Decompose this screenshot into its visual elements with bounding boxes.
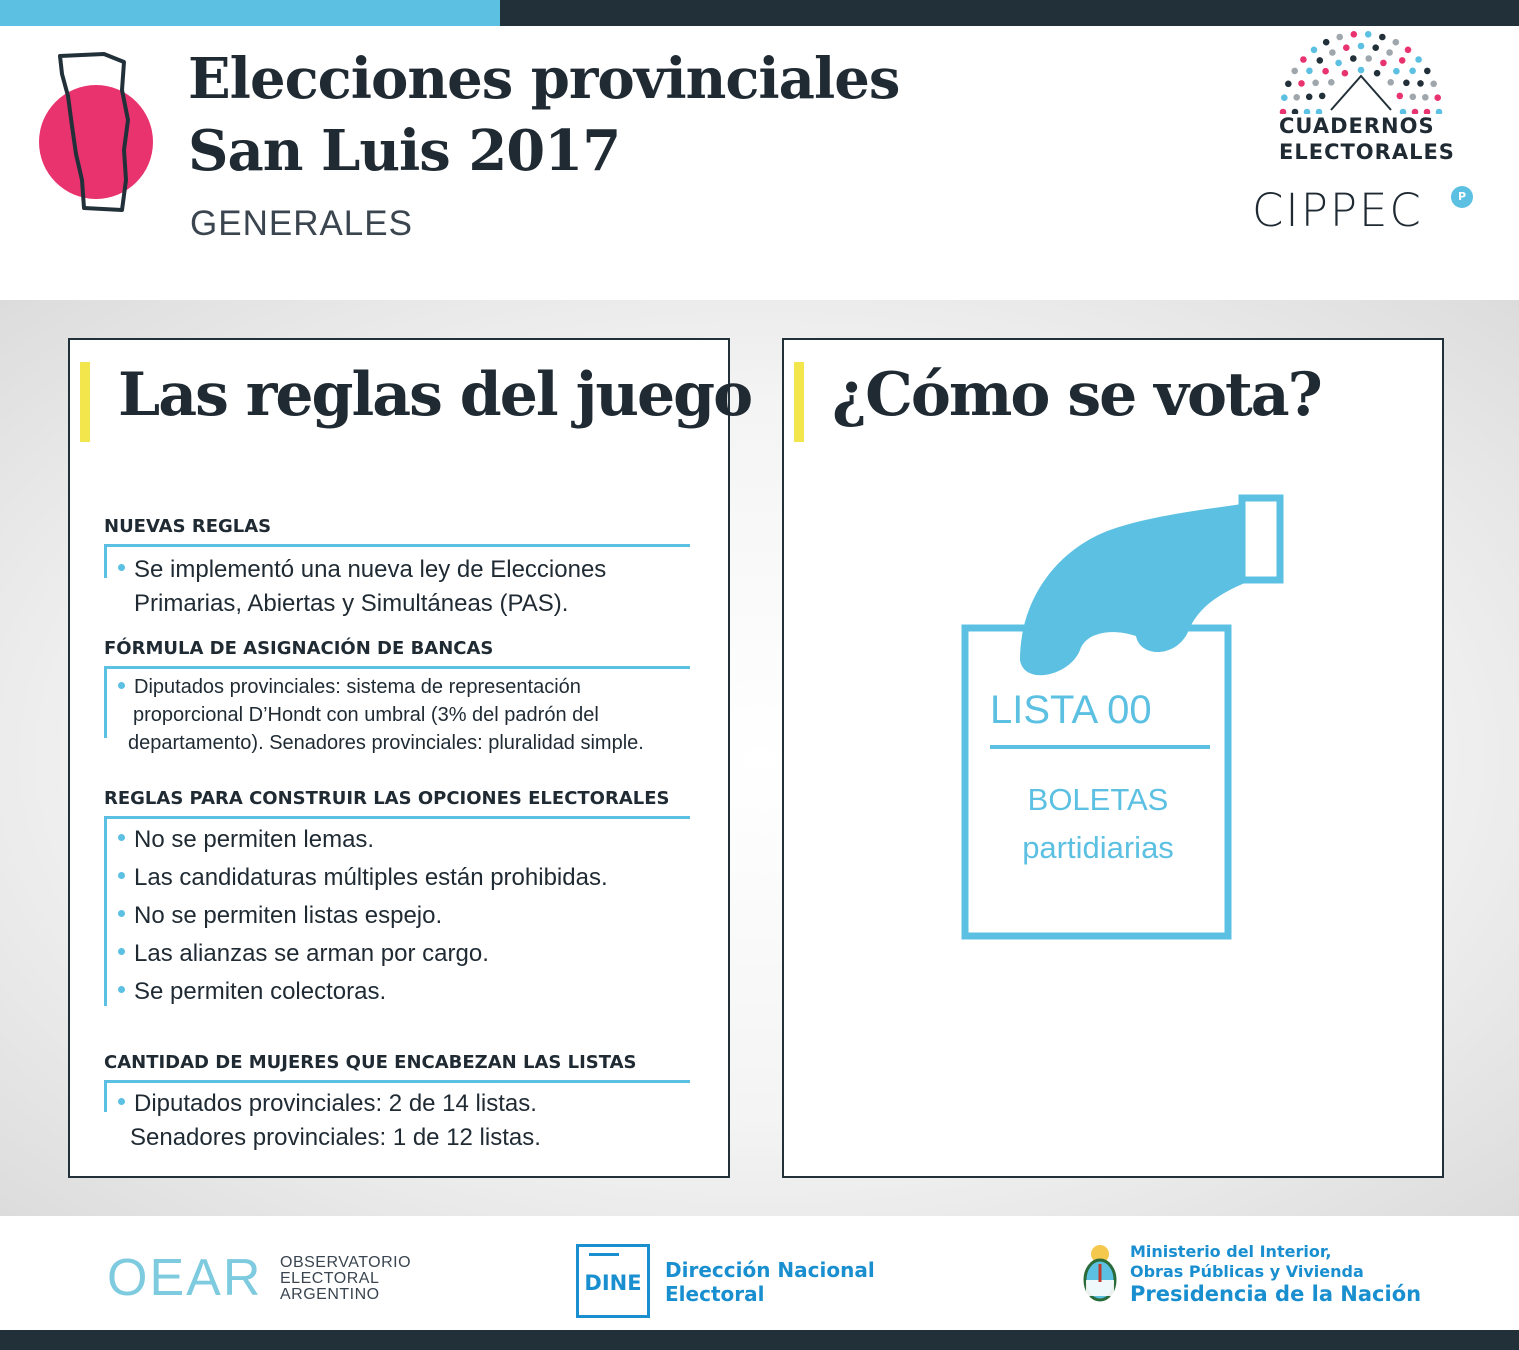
section-rule xyxy=(104,666,690,669)
section-nuevas-reglas xyxy=(104,516,714,617)
bullet-icon xyxy=(118,872,125,879)
oear-line1: OBSERVATORIO xyxy=(280,1254,412,1271)
section-vline xyxy=(104,816,107,1006)
parliament-seats-icon xyxy=(1276,24,1446,114)
national-shield-icon xyxy=(1080,1242,1120,1306)
list-item: Las candidaturas múltiples están prohibidas. xyxy=(134,864,608,891)
bullet-icon xyxy=(118,948,125,955)
section-vline xyxy=(104,666,107,738)
list-item: Se permiten colectoras. xyxy=(134,978,387,1005)
section-rule xyxy=(104,544,690,547)
dine-bar xyxy=(589,1253,619,1256)
title-accent xyxy=(794,362,804,442)
page-title-line2: San Luis 2017 xyxy=(188,118,621,184)
dine-logo xyxy=(576,1244,650,1318)
list-item: No se permiten lemas. xyxy=(134,826,375,853)
oear-line2: ELECTORAL xyxy=(280,1270,380,1287)
list-item: proporcional D’Hondt con umbral (3% del padrón del xyxy=(133,704,599,726)
bullet-icon xyxy=(118,834,125,841)
list-item: departamento). Senadores provinciales: pluralidad simple. xyxy=(128,732,644,754)
rules-title: Las reglas del juego xyxy=(118,360,752,430)
list-item: Se implementó una nueva ley de Elecciones xyxy=(134,556,607,583)
section-rule xyxy=(104,816,690,819)
rules-panel xyxy=(68,338,752,1178)
page-title-line1: Elecciones provinciales xyxy=(188,46,900,112)
section-vline xyxy=(104,1080,107,1112)
bullet-icon xyxy=(118,682,125,689)
section-heading: NUEVAS REGLAS xyxy=(104,516,272,537)
bullet-icon xyxy=(118,986,125,993)
bullet-icon xyxy=(118,564,125,571)
dine-mark: DINE xyxy=(584,1271,642,1295)
section-heading: CANTIDAD DE MUJERES QUE ENCABEZAN LAS LISTAS xyxy=(104,1052,637,1073)
list-item: Senadores provinciales: 1 de 12 listas. xyxy=(130,1124,541,1151)
cippec-badge: P xyxy=(1451,186,1473,208)
section-opciones xyxy=(104,788,714,1008)
dne-line1: Dirección Nacional xyxy=(665,1258,875,1282)
bullet-icon xyxy=(118,1098,125,1105)
brand-line2: ELECTORALES xyxy=(1279,140,1455,164)
bottom-dark-bar xyxy=(0,1330,1519,1350)
top-dark-bar xyxy=(500,0,1519,26)
oear-line3: ARGENTINO xyxy=(280,1286,380,1303)
ballot-type-line1: BOLETAS xyxy=(1027,782,1169,817)
ministry-line3: Presidencia de la Nación xyxy=(1130,1282,1422,1306)
list-item: Las alianzas se arman por cargo. xyxy=(134,940,489,967)
top-accent-bar xyxy=(0,0,500,26)
ministry-line2: Obras Públicas y Vivienda xyxy=(1130,1262,1364,1281)
list-item: Diputados provinciales: sistema de representación xyxy=(134,676,581,698)
oear-logo: OEAR xyxy=(107,1249,263,1307)
dne-line2: Electoral xyxy=(665,1282,765,1306)
cippec-logo: CIPPEC xyxy=(1252,184,1423,237)
brand-line1: CUADERNOS xyxy=(1279,114,1435,138)
section-heading: FÓRMULA DE ASIGNACIÓN DE BANCAS xyxy=(104,638,494,659)
section-rule xyxy=(104,1080,690,1083)
voting-title: ¿Cómo se vota? xyxy=(832,360,1321,430)
bullet-icon xyxy=(118,910,125,917)
san-luis-map-icon xyxy=(38,50,168,220)
ballot-label: LISTA 00 xyxy=(990,688,1152,732)
section-formula xyxy=(104,638,714,758)
section-heading: REGLAS PARA CONSTRUIR LAS OPCIONES ELECTORALES xyxy=(104,788,670,809)
list-item: No se permiten listas espejo. xyxy=(134,902,443,929)
title-accent xyxy=(80,362,90,442)
section-vline xyxy=(104,544,107,578)
ballot-type-line2: partidiarias xyxy=(1022,830,1174,865)
ballot-rule xyxy=(990,745,1210,749)
section-mujeres xyxy=(104,1052,714,1152)
list-item: Primarias, Abiertas y Simultáneas (PAS). xyxy=(134,590,569,617)
ministry-line1: Ministerio del Interior, xyxy=(1130,1242,1332,1261)
list-item: Diputados provinciales: 2 de 14 listas. xyxy=(134,1090,537,1117)
page-subtitle: GENERALES xyxy=(190,204,413,243)
